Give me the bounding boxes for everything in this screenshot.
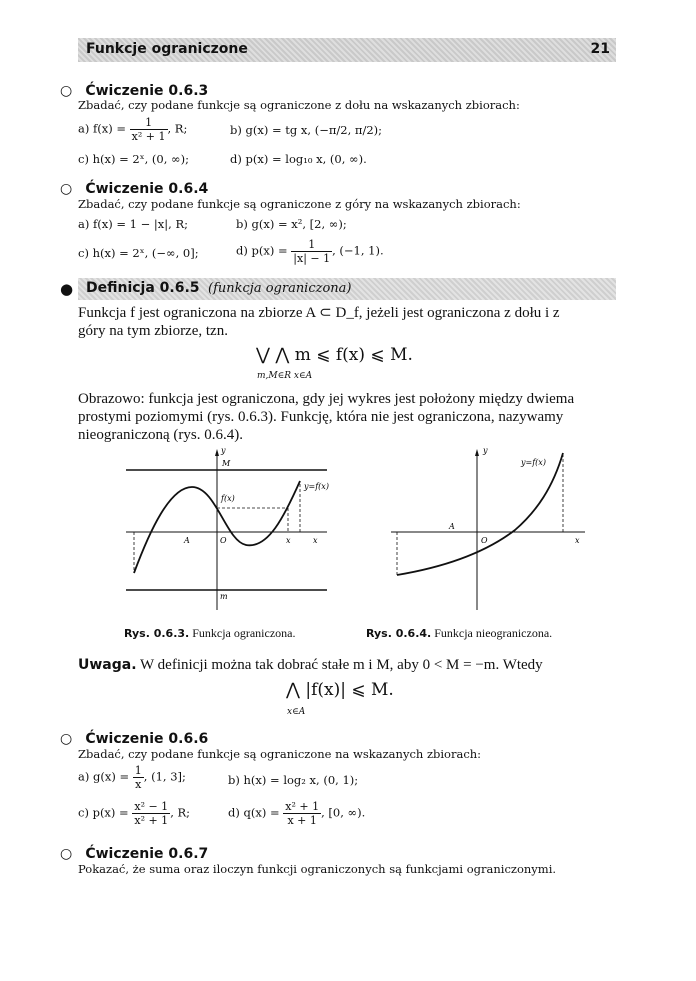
definition-text-line1: Funkcja f jest ograniczona na zbiorze A ⊂ D_f, jeżeli jest ograniczona z dołu i z	[78, 305, 560, 321]
label-m: m	[220, 592, 228, 601]
exercise-intro: Zbadać, czy podane funkcje są ograniczone z dołu na wskazanych zbiorach:	[78, 98, 520, 112]
label-y-eq-fx: y=f(x)	[304, 482, 329, 491]
definition-bullet-icon: ●	[60, 280, 74, 298]
figure-caption-063: Rys. 0.6.3. Funkcja ograniczona.	[124, 626, 296, 640]
exercise-item-a: a) f(x) = $\frac{1}{\text{x² + 1}}$ , R;	[78, 116, 188, 143]
header-title: Funkcje ograniczone	[86, 41, 248, 57]
label-fx: f(x)	[221, 494, 235, 503]
exercise-item-d: d) q(x) = $\frac{\text{x² + 1}}{x + 1}$ , [0, ∞).	[228, 800, 366, 827]
paragraph-line1: Obrazowo: funkcja jest ograniczona, gdy jej wykres jest położony między dwiema	[78, 391, 575, 407]
page-number: 21	[590, 41, 610, 57]
note-label: Uwaga.	[78, 657, 137, 673]
exercise-item-d: d) p(x) = log₁₀ x, (0, ∞).	[230, 152, 367, 166]
exercise-intro: Zbadać, czy podane funkcje są ograniczone na wskazanych zbiorach:	[78, 747, 482, 761]
label-A: A	[184, 536, 190, 545]
note-text: W definicji można tak dobrać stałe m i M, aby 0 < M = −m. Wtedy	[140, 657, 543, 673]
exercise-064	[60, 178, 208, 197]
definition-text-line2: góry na tym zbiorze, tzn.	[78, 323, 228, 339]
note-formula: ⋀ |f(x)| ⩽ M.	[286, 680, 394, 700]
exercise-066	[60, 728, 208, 747]
exercise-item-b: b) g(x) = tg x, (−π/2, π/2);	[230, 123, 382, 137]
label-y: y	[483, 446, 488, 455]
exercise-item-b: b) g(x) = x², [2, ∞);	[236, 217, 347, 231]
exercise-063	[60, 80, 208, 99]
exercise-intro: Zbadać, czy podane funkcje są ograniczone z góry na wskazanych zbiorach:	[78, 197, 521, 211]
definition-subtitle: (funkcja ograniczona)	[208, 281, 352, 296]
figure-unbounded-function	[385, 445, 595, 615]
label-x-axis: x	[575, 536, 580, 545]
exercise-item-d: d) p(x) = $\frac{1}{|x| - 1}$ , (−1, 1).	[236, 238, 384, 265]
y-axis-arrow-icon	[475, 449, 479, 456]
note-line	[78, 656, 543, 674]
page-header	[78, 38, 616, 62]
function-curve	[397, 453, 563, 575]
label-y: y	[221, 446, 226, 455]
y-axis-arrow-icon	[215, 449, 219, 456]
label-M: M	[222, 459, 231, 468]
definition-header	[78, 278, 616, 300]
exercise-item-c: c) p(x) = $\frac{\text{x² − 1}}{\text{x² + 1}}$ , R;	[78, 800, 191, 827]
exercise-item-a: a) g(x) = $\frac{1}{x}$ , (1, 3];	[78, 764, 186, 791]
exercise-item-c: c) h(x) = 2ˣ, (−∞, 0];	[78, 246, 199, 260]
exercise-title: Ćwiczenie 0.6.6	[85, 731, 209, 747]
paragraph-line2: prostymi poziomymi (rys. 0.6.3). Funkcję, która nie jest ograniczona, nazywamy	[78, 409, 564, 425]
exercise-title: Ćwiczenie 0.6.4	[85, 181, 209, 197]
paragraph-line3: nieograniczoną (rys. 0.6.4).	[78, 427, 243, 443]
exercise-title: Ćwiczenie 0.6.3	[85, 83, 209, 99]
label-x-axis: x	[313, 536, 318, 545]
definition-formula-sub: m,M∈R x∈A	[257, 371, 313, 381]
exercise-067	[60, 843, 208, 862]
exercise-text: Pokazać, że suma oraz iloczyn funkcji ograniczonych są funkcjami ograniczonymi.	[78, 862, 557, 876]
definition-formula: ⋁ ⋀ m ⩽ f(x) ⩽ M.	[256, 345, 413, 365]
note-formula-sub: x∈A	[287, 707, 306, 717]
label-A: A	[449, 522, 455, 531]
exercise-item-a: a) f(x) = 1 − |x|, R;	[78, 217, 189, 231]
exercise-title: Ćwiczenie 0.6.7	[85, 846, 209, 862]
label-y-eq-fx: y=f(x)	[521, 458, 546, 467]
label-O: O	[220, 536, 227, 545]
figure-bounded-function	[110, 445, 335, 615]
definition-title: Definicja 0.6.5	[86, 280, 200, 296]
exercise-marker-icon: ○	[60, 181, 73, 197]
exercise-item-c: c) h(x) = 2ˣ, (0, ∞);	[78, 152, 189, 166]
figure-caption-064: Rys. 0.6.4. Funkcja nieograniczona.	[366, 626, 553, 640]
label-O: O	[481, 536, 488, 545]
exercise-marker-icon: ○	[60, 846, 73, 862]
exercise-item-b: b) h(x) = log₂ x, (0, 1);	[228, 773, 359, 787]
exercise-marker-icon: ○	[60, 731, 73, 747]
exercise-marker-icon: ○	[60, 83, 73, 99]
label-x-point: x	[286, 536, 291, 545]
